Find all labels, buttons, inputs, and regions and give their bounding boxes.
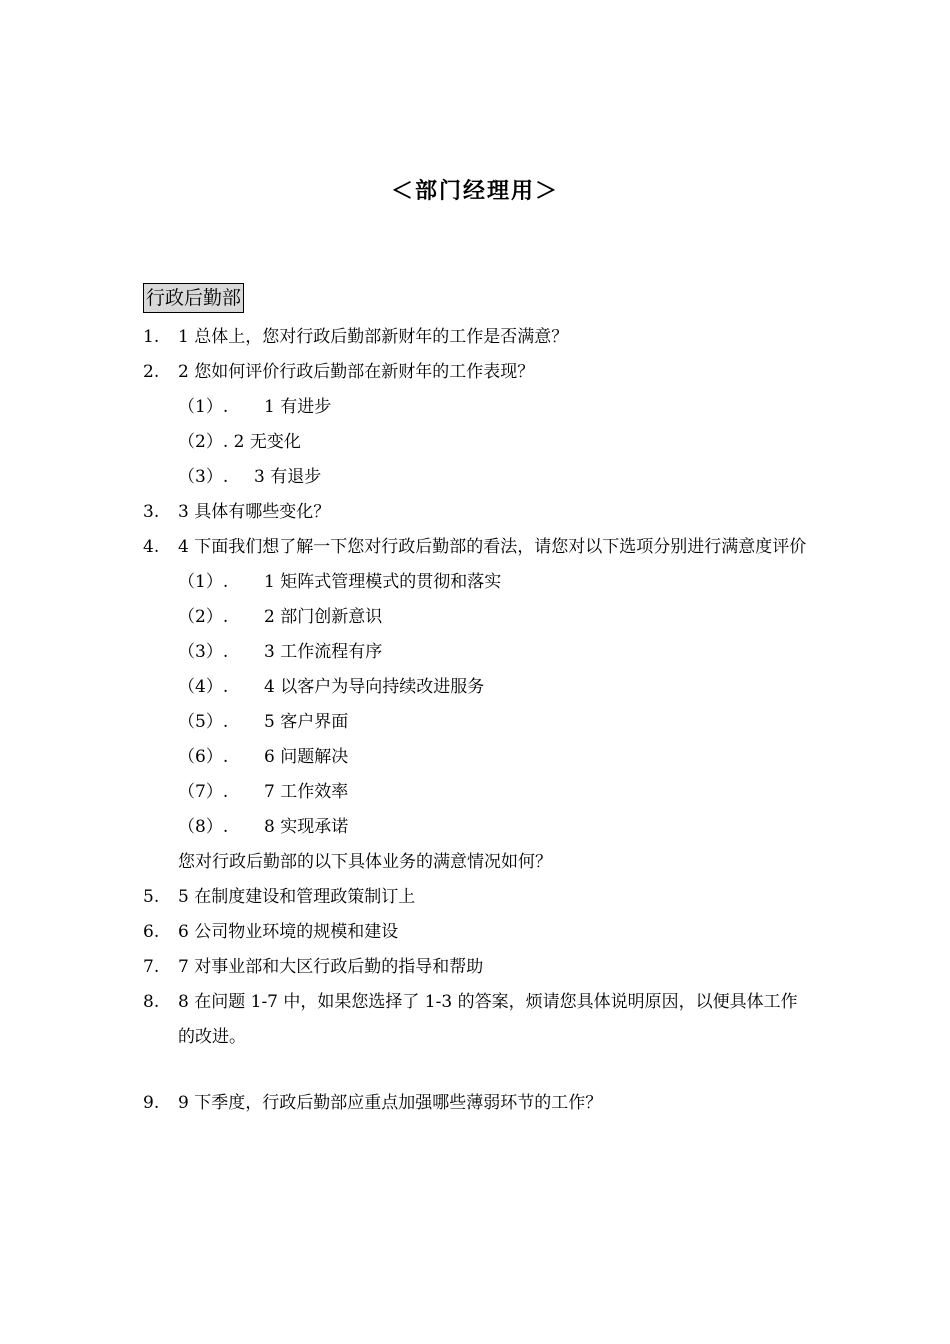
option-marker: （2）. bbox=[178, 607, 229, 627]
option-marker: （8）. bbox=[178, 817, 229, 837]
option-item bbox=[143, 390, 813, 425]
option-text: 4 以客户为导向持续改进服务 bbox=[264, 677, 485, 697]
question-number: 5. bbox=[143, 887, 160, 907]
question-text: 3 具体有哪些变化？ bbox=[178, 502, 331, 522]
spacer bbox=[143, 1055, 813, 1086]
option-marker: （6）. bbox=[178, 747, 229, 767]
question-item bbox=[143, 880, 813, 915]
question-item bbox=[143, 1086, 813, 1121]
question-text: 6 公司物业环境的规模和建设 bbox=[178, 922, 399, 942]
question-number: 7. bbox=[143, 957, 160, 977]
question-item bbox=[143, 355, 813, 390]
question-text: 9 下季度，行政后勤部应重点加强哪些薄弱环节的工作？ bbox=[178, 1093, 603, 1113]
option-text: 7 工作效率 bbox=[264, 782, 349, 802]
question-number: 4. bbox=[143, 537, 160, 557]
option-text: 8 实现承诺 bbox=[264, 817, 349, 837]
question-number: 6. bbox=[143, 922, 160, 942]
question-text: 1 总体上，您对行政后勤部新财年的工作是否满意？ bbox=[178, 327, 569, 347]
question-list bbox=[143, 320, 813, 1121]
option-text: 3 有退步 bbox=[254, 467, 322, 487]
option-item bbox=[143, 460, 813, 495]
satisfaction-note: 您对行政后勤部的以下具体业务的满意情况如何？ bbox=[178, 852, 552, 872]
option-text: 5 客户界面 bbox=[264, 712, 349, 732]
question-number: 1. bbox=[143, 327, 160, 347]
option-item bbox=[143, 705, 813, 740]
question-item bbox=[143, 985, 813, 1055]
option-marker: （4）. bbox=[178, 677, 229, 697]
question-number: 2. bbox=[143, 362, 160, 382]
question-number: 8. bbox=[143, 992, 160, 1012]
question-item bbox=[143, 950, 813, 985]
question-number: 3. bbox=[143, 502, 160, 522]
option-marker: （2）. bbox=[178, 432, 229, 452]
option-text: 2 无变化 bbox=[228, 432, 301, 452]
option-marker: （1）. bbox=[178, 397, 229, 417]
question-number: 9. bbox=[143, 1093, 160, 1113]
question-item bbox=[143, 495, 813, 530]
question-text: 8 在问题 1-7 中，如果您选择了 1-3 的答案，烦请您具体说明原因，以便具体工作的改进。 bbox=[178, 992, 798, 1047]
option-item bbox=[143, 635, 813, 670]
question-text: 4 下面我们想了解一下您对行政后勤部的看法，请您对以下选项分别进行满意度评价 bbox=[178, 537, 807, 557]
option-marker: （5）. bbox=[178, 712, 229, 732]
question-item bbox=[143, 320, 813, 355]
question-text: 7 对事业部和大区行政后勤的指导和帮助 bbox=[178, 957, 484, 977]
option-item bbox=[143, 565, 813, 600]
section-heading: 行政后勤部 bbox=[143, 283, 244, 313]
question-item bbox=[143, 915, 813, 950]
option-marker: （7）. bbox=[178, 782, 229, 802]
option-marker: （3）. bbox=[178, 642, 229, 662]
option-text: 2 部门创新意识 bbox=[264, 607, 383, 627]
option-item bbox=[143, 670, 813, 705]
option-marker: （3）. bbox=[178, 467, 229, 487]
question-text: 2 您如何评价行政后勤部在新财年的工作表现？ bbox=[178, 362, 535, 382]
option-item bbox=[143, 600, 813, 635]
question-text: 5 在制度建设和管理政策制订上 bbox=[178, 887, 416, 907]
option-item bbox=[143, 775, 813, 810]
option-text: 3 工作流程有序 bbox=[264, 642, 383, 662]
option-item bbox=[143, 740, 813, 775]
option-text: 1 有进步 bbox=[264, 397, 332, 417]
option-item bbox=[143, 810, 813, 845]
option-marker: （1）. bbox=[178, 572, 229, 592]
page-title: ＜部门经理用＞ bbox=[390, 179, 559, 204]
question-item bbox=[143, 530, 813, 565]
option-text: 1 矩阵式管理模式的贯彻和落实 bbox=[264, 572, 502, 592]
option-item bbox=[143, 425, 813, 460]
option-text: 6 问题解决 bbox=[264, 747, 349, 767]
